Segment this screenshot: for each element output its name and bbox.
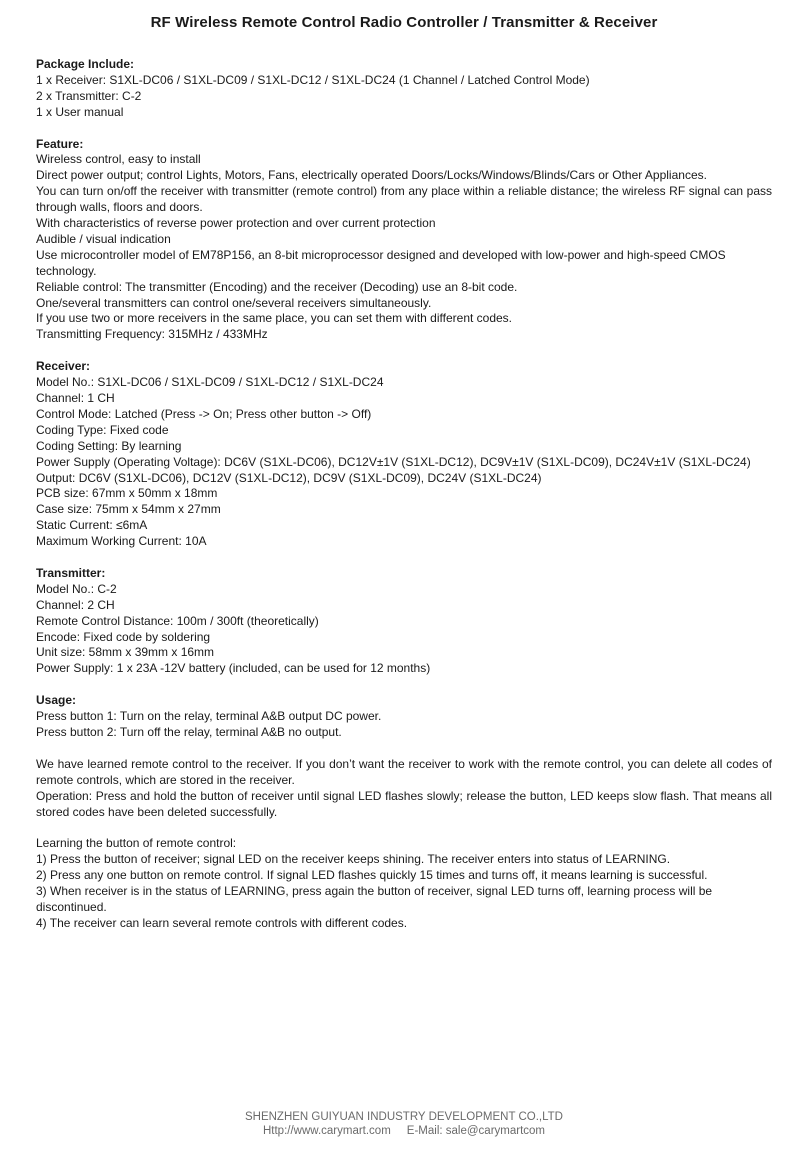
footer-email: E-Mail: sale@carymartcom: [406, 1125, 545, 1137]
page-footer: [36, 1110, 772, 1138]
transmitter-spec-line: Channel: 2 CH: [36, 597, 115, 612]
usage-line: Press button 1: Turn on the relay, terminal A&B output DC power.: [36, 709, 382, 724]
usage-line: Press button 2: Turn off the relay, terminal A&B no output.: [36, 725, 342, 739]
package-line: 1 x Receiver: S1XL-DC06 / S1XL-DC09 / S1XL-DC12 / S1XL-DC24 (1 Channel / Latched Control Mode): [36, 72, 590, 87]
transmitter-spec-line: Encode: Fixed code by soldering: [36, 629, 211, 644]
transmitter-spec-line: Model No.: C-2: [36, 581, 117, 596]
receiver-spec-line: Static Current: ≤6mA: [36, 518, 148, 533]
usage-section: [36, 693, 772, 741]
receiver-heading: Receiver:: [36, 359, 91, 374]
footer-contact: [36, 1124, 772, 1138]
feature-line: One/several transmitters can control one/several receivers simultaneously.: [36, 295, 432, 310]
learning-step: 3) When receiver is in the status of LEARNING, press again the button of receiver, signal LED turns off, learning process will be discontinued.: [36, 884, 713, 914]
feature-section: [36, 137, 772, 344]
footer-website: Http://www.carymart.com: [262, 1125, 391, 1137]
receiver-spec-line: Coding Setting: By learning: [36, 438, 182, 453]
feature-line: Reliable control: The transmitter (Encoding) and the receiver (Decoding) use an 8-bit code.: [36, 279, 518, 294]
receiver-spec-line: Model No.: S1XL-DC06 / S1XL-DC09 / S1XL-DC12 / S1XL-DC24: [36, 375, 384, 390]
receiver-spec-line: PCB size: 67mm x 50mm x 18mm: [36, 486, 218, 501]
receiver-spec-line: Power Supply (Operating Voltage): DC6V (S1XL-DC06), DC12V±1V (S1XL-DC12), DC9V±1V (S1XL-DC09), DC24V±1V (S1XL-DC24): [36, 454, 751, 469]
feature-line: Transmitting Frequency: 315MHz / 433MHz: [36, 327, 268, 342]
transmitter-spec-line: Power Supply: 1 x 23A -12V battery (included, can be used for 12 months): [36, 661, 431, 676]
usage-heading: Usage:: [36, 693, 77, 708]
delete-codes-section: [36, 757, 772, 821]
learning-step: 2) Press any one button on remote control. If signal LED flashes quickly 15 times and turns off, it means learning is successful.: [36, 868, 708, 883]
learning-step: 4) The receiver can learn several remote controls with different codes.: [36, 915, 408, 930]
learning-section: [36, 836, 772, 931]
receiver-spec-line: Channel: 1 CH: [36, 391, 115, 405]
delete-codes-paragraph: Operation: Press and hold the button of receiver until signal LED flashes slowly; release the button, LED keeps slow flash. That means all stored codes have been deleted successfully.: [36, 788, 772, 819]
learning-intro: Learning the button of remote control:: [36, 836, 237, 851]
receiver-spec-line: Control Mode: Latched (Press -> On; Press other button -> Off): [36, 406, 372, 421]
transmitter-spec-line: Remote Control Distance: 100m / 300ft (theoretically): [36, 613, 319, 628]
receiver-section: [36, 359, 772, 550]
footer-company: SHENZHEN GUIYUAN INDUSTRY DEVELOPMENT CO.,LTD: [244, 1111, 563, 1123]
learning-step: 1) Press the button of receiver; signal LED on the receiver keeps shining. The receiver enters into status of LEARNING.: [36, 852, 671, 867]
feature-line: Wireless control, easy to install: [36, 152, 201, 167]
feature-line: With characteristics of reverse power protection and over current protection: [36, 216, 436, 231]
receiver-spec-line: Maximum Working Current: 10A: [36, 534, 207, 549]
transmitter-spec-line: Unit size: 58mm x 39mm x 16mm: [36, 645, 215, 660]
feature-line: If you use two or more receivers in the same place, you can set them with different codes.: [36, 311, 513, 326]
feature-line: Audible / visual indication: [36, 231, 171, 246]
delete-codes-paragraph: We have learned remote control to the receiver. If you don’t want the receiver to work with the remote control, you can delete all codes of remote controls, which are stored in the receiver.: [36, 756, 772, 787]
feature-heading: Feature:: [36, 136, 84, 151]
transmitter-heading: Transmitter:: [36, 565, 106, 580]
package-heading: Package Include:: [36, 57, 135, 71]
receiver-spec-line: Output: DC6V (S1XL-DC06), DC12V (S1XL-DC12), DC9V (S1XL-DC09), DC24V (S1XL-DC24): [36, 470, 542, 485]
transmitter-section: [36, 566, 772, 677]
receiver-spec-line: Case size: 75mm x 54mm x 27mm: [36, 502, 221, 517]
feature-line: Use microcontroller model of EM78P156, an 8-bit microprocessor designed and developed with low-power and high-speed CMOS technology.: [36, 247, 726, 278]
document-title: RF Wireless Remote Control Radio Controller / Transmitter & Receiver: [150, 14, 658, 31]
package-line: 2 x Transmitter: C-2: [36, 88, 142, 103]
receiver-spec-line: Coding Type: Fixed code: [36, 422, 169, 437]
document-body: [36, 57, 772, 948]
feature-line: You can turn on/off the receiver with transmitter (remote control) from any place within a reliable distance; the wireless RF signal can pass through walls, floors and doors.: [36, 184, 772, 215]
package-line: 1 x User manual: [36, 104, 124, 119]
package-section: [36, 57, 772, 121]
feature-line: Direct power output; control Lights, Motors, Fans, electrically operated Doors/Locks/Windows/Blinds/Cars or Other Appliances.: [36, 168, 707, 183]
